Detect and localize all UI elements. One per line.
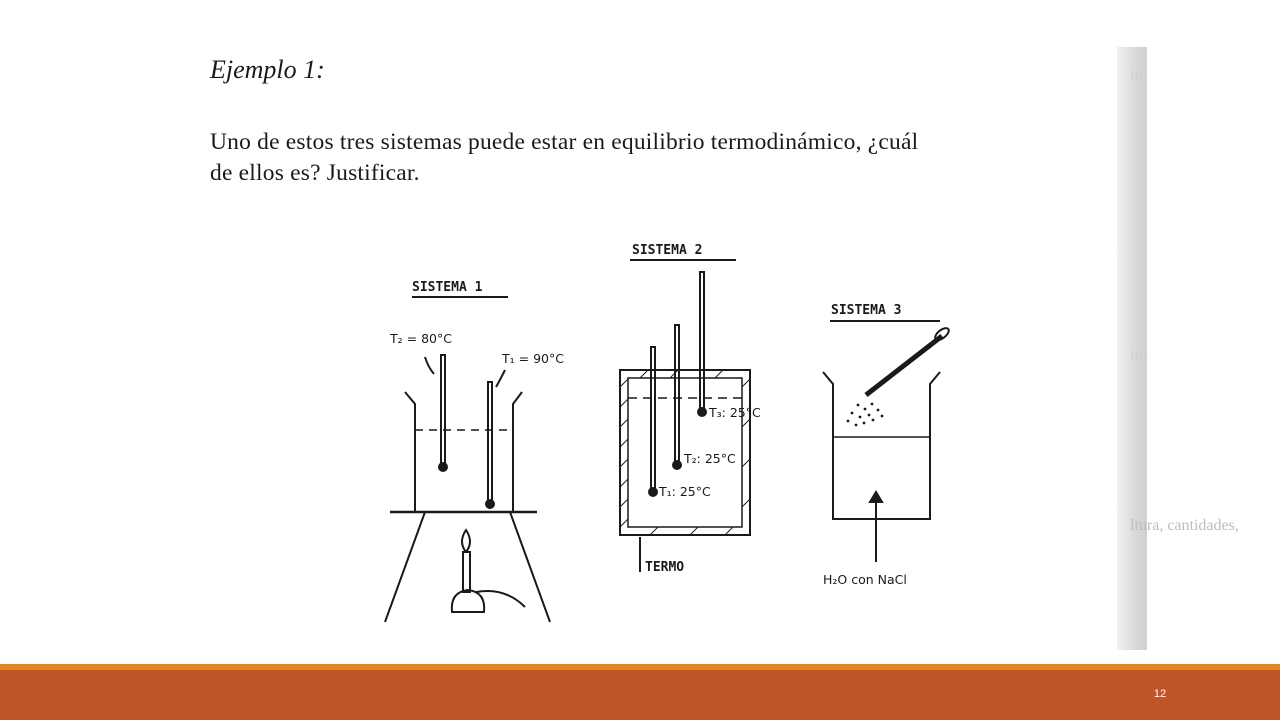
sistema3-title: SISTEMA 3 (831, 303, 902, 318)
bunsen-flame (462, 530, 470, 552)
sistema2-label-t2: T₂: 25°C (684, 451, 736, 466)
bleed-through: ltura, cantidades, (1130, 517, 1239, 534)
sistema1-bulb-t2 (438, 462, 448, 472)
sistema1-label-t2: T₂ = 80°C (390, 331, 452, 346)
example-heading: Ejemplo 1: (210, 55, 325, 84)
sistema1-arrow-t1 (496, 370, 505, 387)
footer-bar (0, 670, 1280, 720)
sistema2-thermometer-t3 (700, 272, 704, 412)
bleed-through: im (1130, 347, 1147, 364)
bunsen-burner-base (452, 590, 484, 612)
scanned-page (200, 47, 1239, 650)
sistema1-label-t1: T₁ = 90°C (502, 351, 564, 366)
sistema2-thermometer-t1 (651, 347, 655, 492)
question-line-1: Uno de estos tres sistemas puede estar en equilibrio termodinámico, ¿cuál (210, 129, 919, 155)
question-line-2: de ellos es? Justificar. (210, 160, 420, 186)
salt-particles (847, 403, 884, 427)
sistema1-thermometer-t1 (488, 382, 492, 504)
sistema1-arrow-t2 (425, 357, 434, 374)
sistema1-thermometer-t2 (441, 355, 445, 467)
bleed-through: in (1130, 67, 1143, 84)
stand-leg-right (510, 512, 550, 622)
sistema2-title: SISTEMA 2 (632, 243, 703, 258)
salt-spoon-end (933, 326, 951, 342)
sistema2-label-t1: T₁: 25°C (659, 484, 711, 499)
slide-number: 12 (1153, 688, 1167, 700)
sistema2-bulb-t1 (648, 487, 658, 497)
thermodynamics-figure (200, 47, 1147, 650)
termo-label: TERMO (645, 560, 685, 575)
sistema2-bulb-t2 (672, 460, 682, 470)
stand-leg-left (385, 512, 425, 622)
sistema1-bulb-t1 (485, 499, 495, 509)
bunsen-burner-tube (463, 552, 470, 592)
sistema2-thermometer-t2 (675, 325, 679, 465)
sistema3-solution-label: H₂O con NaCl (823, 572, 907, 587)
sistema3-arrowhead (870, 492, 882, 502)
sistema1-beaker (405, 392, 522, 512)
sistema3-beaker (823, 372, 940, 519)
sistema2-bulb-t3 (697, 407, 707, 417)
sistema2-label-t3: T₃: 25°C (709, 405, 761, 420)
sistema1-title: SISTEMA 1 (412, 280, 483, 295)
